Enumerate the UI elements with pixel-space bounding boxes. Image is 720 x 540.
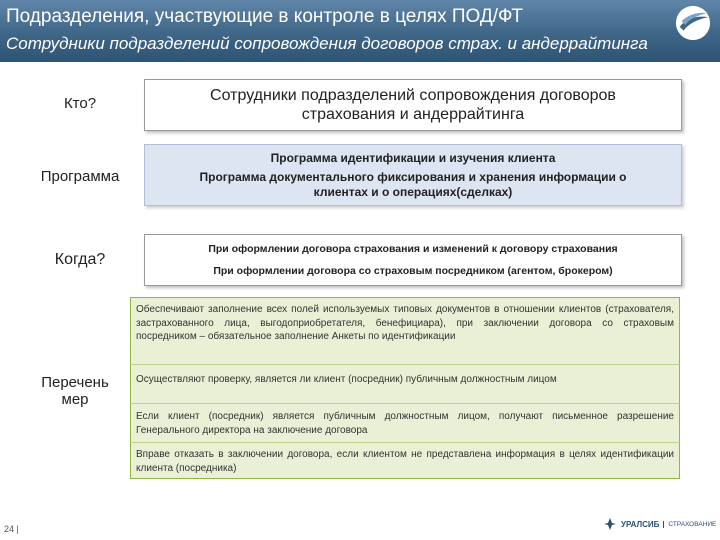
slide-title: Подразделения, участвующие в контроле в целях ПОД/ФТ <box>6 6 524 27</box>
who-label: Кто? <box>63 95 97 112</box>
footer-logo <box>603 517 716 531</box>
program-box <box>144 144 682 206</box>
divider <box>130 364 680 365</box>
slide-header <box>0 0 720 62</box>
program-line-2: Программа документального фиксирования и хранения информации о <box>199 169 627 184</box>
when-line-1: При оформлении договора страхования и изменений к договору страхования <box>208 243 618 255</box>
program-line-1: Программа идентификации и изучения клиента <box>270 150 556 165</box>
measure-item: Обеспечивают заполнение всех полей используемых типовых документов в отношении клиентов (страхователя, застрахованного лица, выгодоприобретателя, бенефициара), при заключении договора со страховым посредником – обязательное заполнение Анкеты по идентификации <box>136 304 674 342</box>
measures-label <box>20 374 130 408</box>
uralsib-logo-icon <box>603 517 617 531</box>
airline-swirl-logo-icon <box>674 4 712 42</box>
page-number: 24 | <box>4 524 19 534</box>
slide-subtitle: Сотрудники подразделений сопровождения договоров страх. и андеррайтинга <box>6 34 648 53</box>
footer-tagline: СТРАХОВАНИЕ <box>663 521 716 528</box>
when-line-2: При оформлении договора со страховым посредником (агентом, брокером) <box>213 265 613 277</box>
divider <box>130 442 680 443</box>
measure-item: Осуществляют проверку, является ли клиент (посредник) публичным должностным лицом <box>136 374 557 385</box>
measures-label-line-2: мер <box>61 391 89 408</box>
who-line-1: Сотрудники подразделений сопровождения договоров <box>210 87 616 104</box>
measures-label-line-1: Перечень <box>41 374 109 391</box>
divider <box>130 403 680 404</box>
who-line-2: страхования и андеррайтинга <box>301 106 525 123</box>
when-label: Когда? <box>54 251 106 268</box>
when-box <box>144 234 682 286</box>
who-box <box>144 79 682 131</box>
footer-brand: УРАЛСИБ <box>621 519 660 529</box>
program-line-3: клиентах и о операциях(сделках) <box>313 184 513 199</box>
program-label: Программа <box>40 168 120 185</box>
measure-item: Если клиент (посредник) является публичным должностным лицом, получают письменное разрешение Генерального директора на заключение договора <box>136 411 674 436</box>
measure-item: Вправе отказать в заключении договора, если клиентом не представлена информация в целях идентификации клиента (посредника) <box>136 449 674 474</box>
